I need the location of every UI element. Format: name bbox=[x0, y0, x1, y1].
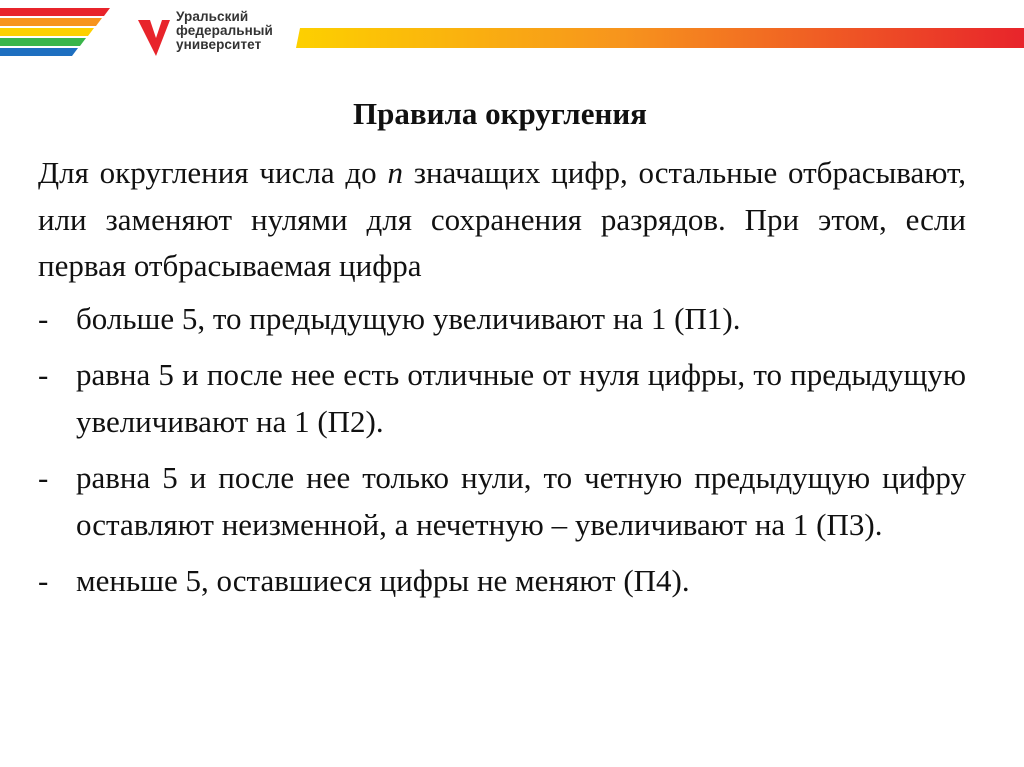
stripe-blue-left bbox=[0, 48, 78, 56]
rule-item bbox=[38, 352, 966, 445]
bullet-dash: - bbox=[38, 357, 49, 392]
bullet-dash: - bbox=[38, 300, 49, 336]
bullet-dash: - bbox=[38, 563, 49, 598]
intro-paragraph bbox=[38, 150, 966, 290]
rule-item bbox=[38, 558, 966, 605]
stripe-green-left bbox=[0, 38, 86, 46]
rule-item bbox=[38, 296, 966, 343]
slide-title: Правила округления bbox=[353, 96, 647, 131]
stripe-red-left bbox=[0, 8, 110, 16]
stripe-orange-left bbox=[0, 18, 102, 26]
rounding-rules-list bbox=[38, 296, 966, 605]
university-name-line: Уральский bbox=[176, 9, 249, 24]
intro-text-end: значащих цифр, остальные отбрасывают, или заменяют нулями для сохранения разрядов. При этом, если первая отбрасываемая цифра bbox=[38, 155, 967, 283]
slide-body bbox=[38, 150, 966, 615]
slide-header bbox=[0, 0, 1024, 70]
header-gradient-stripe bbox=[296, 28, 1024, 48]
rule-text: равна 5 и после нее только нули, то четную предыдущую цифру оставляют неизменной, а нечетную – увеличивают на 1 (П3). bbox=[76, 460, 966, 542]
bullet-dash: - bbox=[38, 460, 49, 495]
intro-variable-n: n bbox=[387, 155, 403, 190]
university-name-line: федеральный bbox=[176, 23, 273, 38]
header-stripes bbox=[0, 0, 1024, 70]
university-name-line: университет bbox=[176, 37, 262, 52]
university-name bbox=[176, 10, 273, 52]
rule-text: меньше 5, оставшиеся цифры не меняют (П4). bbox=[76, 563, 690, 598]
intro-text-start: Для округления числа до bbox=[38, 155, 388, 190]
rule-text: равна 5 и после нее есть отличные от нуля цифры, то предыдущую увеличивают на 1 (П2). bbox=[76, 357, 966, 439]
stripe-yellow-left bbox=[0, 28, 94, 36]
rule-item bbox=[38, 455, 966, 548]
rule-text: больше 5, то предыдущую увеличивают на 1 (П1). bbox=[76, 300, 741, 336]
university-logo-icon bbox=[138, 20, 170, 56]
